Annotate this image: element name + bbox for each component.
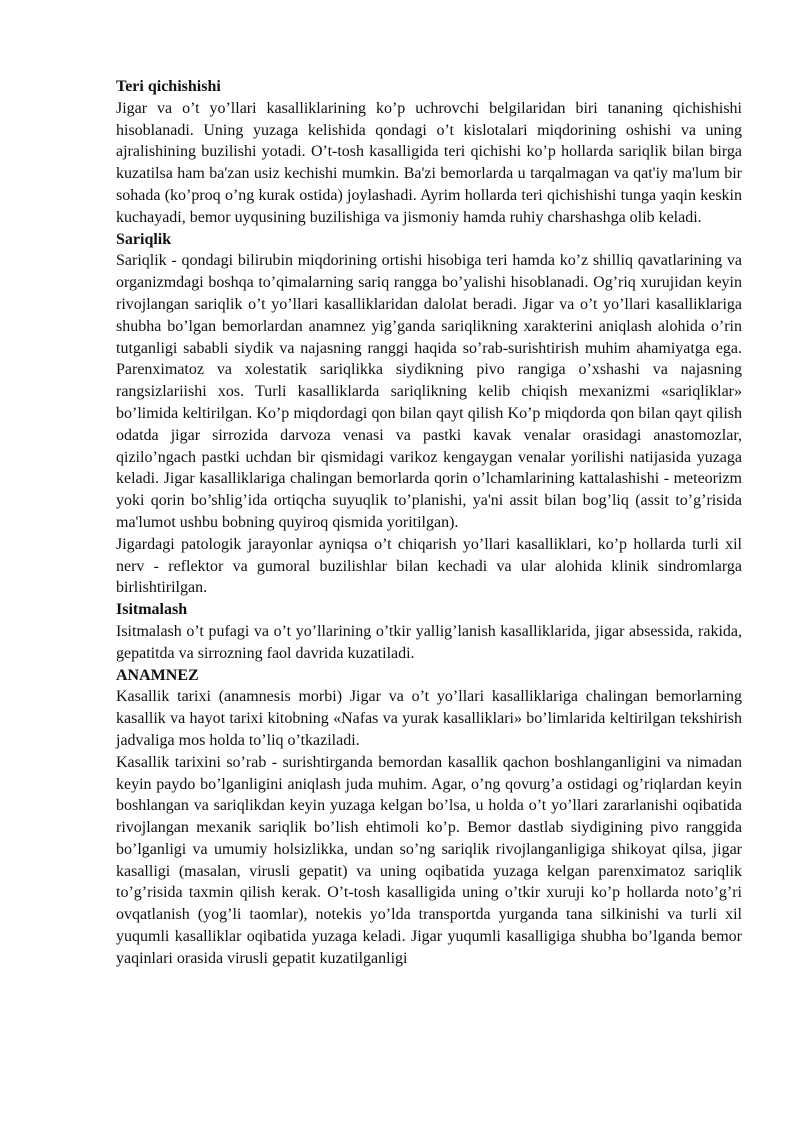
heading-isitmalash: Isitmalash [116, 601, 188, 619]
heading-anamnez: ANAMNEZ [116, 666, 199, 684]
document-body [116, 76, 742, 970]
heading-teri-qichishishi: Teri qichishishi [116, 78, 221, 95]
paragraph-sariqlik-1: Sariqlik - qondagi bilirubin miqdorining ortishi hisobiga teri hamda ko’z shilliq qavatlarining va organizmdagi boshqa to’qimalarning sariq rangga bo’yalishi hisoblanadi. Og’riq xurujidan keyin rivojlangan sariqlik o’t yo’llari kasalliklaridan dalolat beradi. Jigar va o’t yo’llari kasalliklariga shubha bo’lgan bemorlardan anamnez yig’ganda sariqlikning xarakterini aniqlash alohida o’rin tutganligi sababli siydik va najasning ranggi haqida so’rab-surishtirish muhim ahamiyatga ega. Parenximatoz va xolestatik sariqlikka siydikning pivo rangiga o’xshashi va najasning rangsizlariishi xos. Turli kasalliklarda sariqlikning kelib chiqish mexanizmi «sariqliklar» bo’limida keltirilgan. Ko’p miqdordagi qon bilan qayt qilish Ko’p miqdorda qon bilan qayt qilish odatda jigar sirrozida darvoza venasi va pastki kavak venalar orasidagi anastomozlar, qizilo’ngach pastki uchdan bir qismidagi varikoz kengaygan venalar yorilishi natijasida yuzaga keladi. Jigar kasalliklariga chalingan bemorlarda qorin o’lchamlarining kattalashishi - meteorizm yoki qorin bo’shlig’ida ortiqcha suyuqlik to’planishi, ya'ni assit bilan bog’liq (assit to’g’risida ma'lumot ushbu bobning quyiroq qismida yoritilgan). [116, 252, 742, 531]
paragraph-anamnez-2: Kasallik tarixini so’rab - surishtirganda bemordan kasallik qachon boshlanganligini va nimadan keyin paydo bo’lganligini aniqlash juda muhim. Agar, o’ng qovurg’a ostidagi og’riqlardan keyin boshlangan va sariqlikdan keyin yuzaga kelgan bo’lsa, u holda o’t yo’llari zararlanishi oqibatida rivojlangan mexanik sariqlik bo’lish ehtimoli ko’p. Bemor dastlab siydigining pivo ranggida bo’lganligi va umumiy holsizlikka, undan so’ng sariqlik rivojlanganligiga shikoyat qilsa, jigar kasalligi (masalan, virusli gepatit) va uning oqibatida yuzaga kelgan parenximatoz sariqlik to’g’risida taxmin qilish kerak. O’t-tosh kasalligida uning o’tkir xuruji ko’p hollarda noto’g’ri ovqatlanish (yog’li taomlar), notekis yo’lda transportda yurganda tana silkinishi va turli xil yuqumli kasalliklar oqibatida yuzaga keladi. Jigar yuqumli kasalligiga shubha bo’lganda bemor yaqinlari orasida virusli gepatit kuzatilganligi [116, 753, 742, 967]
heading-sariqlik: Sariqlik [116, 230, 172, 248]
paragraph-sariqlik-2: Jigardagi patologik jarayonlar ayniqsa o’t chiqarish yo’llari kasalliklari, ko’p hollarda turli xil nerv - reflektor va gumoral buzilishlar bilan kechadi va ular alohida klinik sindromlarga birlishtirilgan. [116, 535, 742, 597]
paragraph-isitmalash: Isitmalash o’t pufagi va o’t yo’llarining o’tkir yallig’lanish kasalliklarida, jigar absessida, rakida, gepatitda va sirrozning faol davrida kuzatiladi. [116, 622, 742, 662]
paragraph-teri-qichishishi: Jigar va o’t yo’llari kasalliklarining ko’p uchrovchi belgilaridan biri tananing qichishishi hisoblanadi. Uning yuzaga kelishida qondagi o’t kislotalari miqdorining oshishi va uning ajralishining buzilishi yotadi. O’t-tosh kasalligida teri qichishi ko’p hollarda sariqlik bilan birga kuzatilsa ham ba'zan usiz kechishi mumkin. Ba'zi bemorlarda u tarqalmagan va qat'iy ma'lum bir sohada (ko’proq o’ng kurak ostida) joylashadi. Ayrim hollarda teri qichishishi tunga yaqin keskin kuchayadi, bemor uyqusining buzilishiga va jismoniy hamda ruhiy charshashga olib keladi. [116, 99, 742, 226]
paragraph-anamnez-1: Kasallik tarixi (anamnesis morbi) Jigar va o’t yo’llari kasalliklariga chalingan bemorlarning kasallik va hayot tarixi kitobning «Nafas va yurak kasalliklari» bo’limlarida keltirilgan tekshirish jadvaliga mos holda to’liq o’tkaziladi. [116, 688, 742, 749]
